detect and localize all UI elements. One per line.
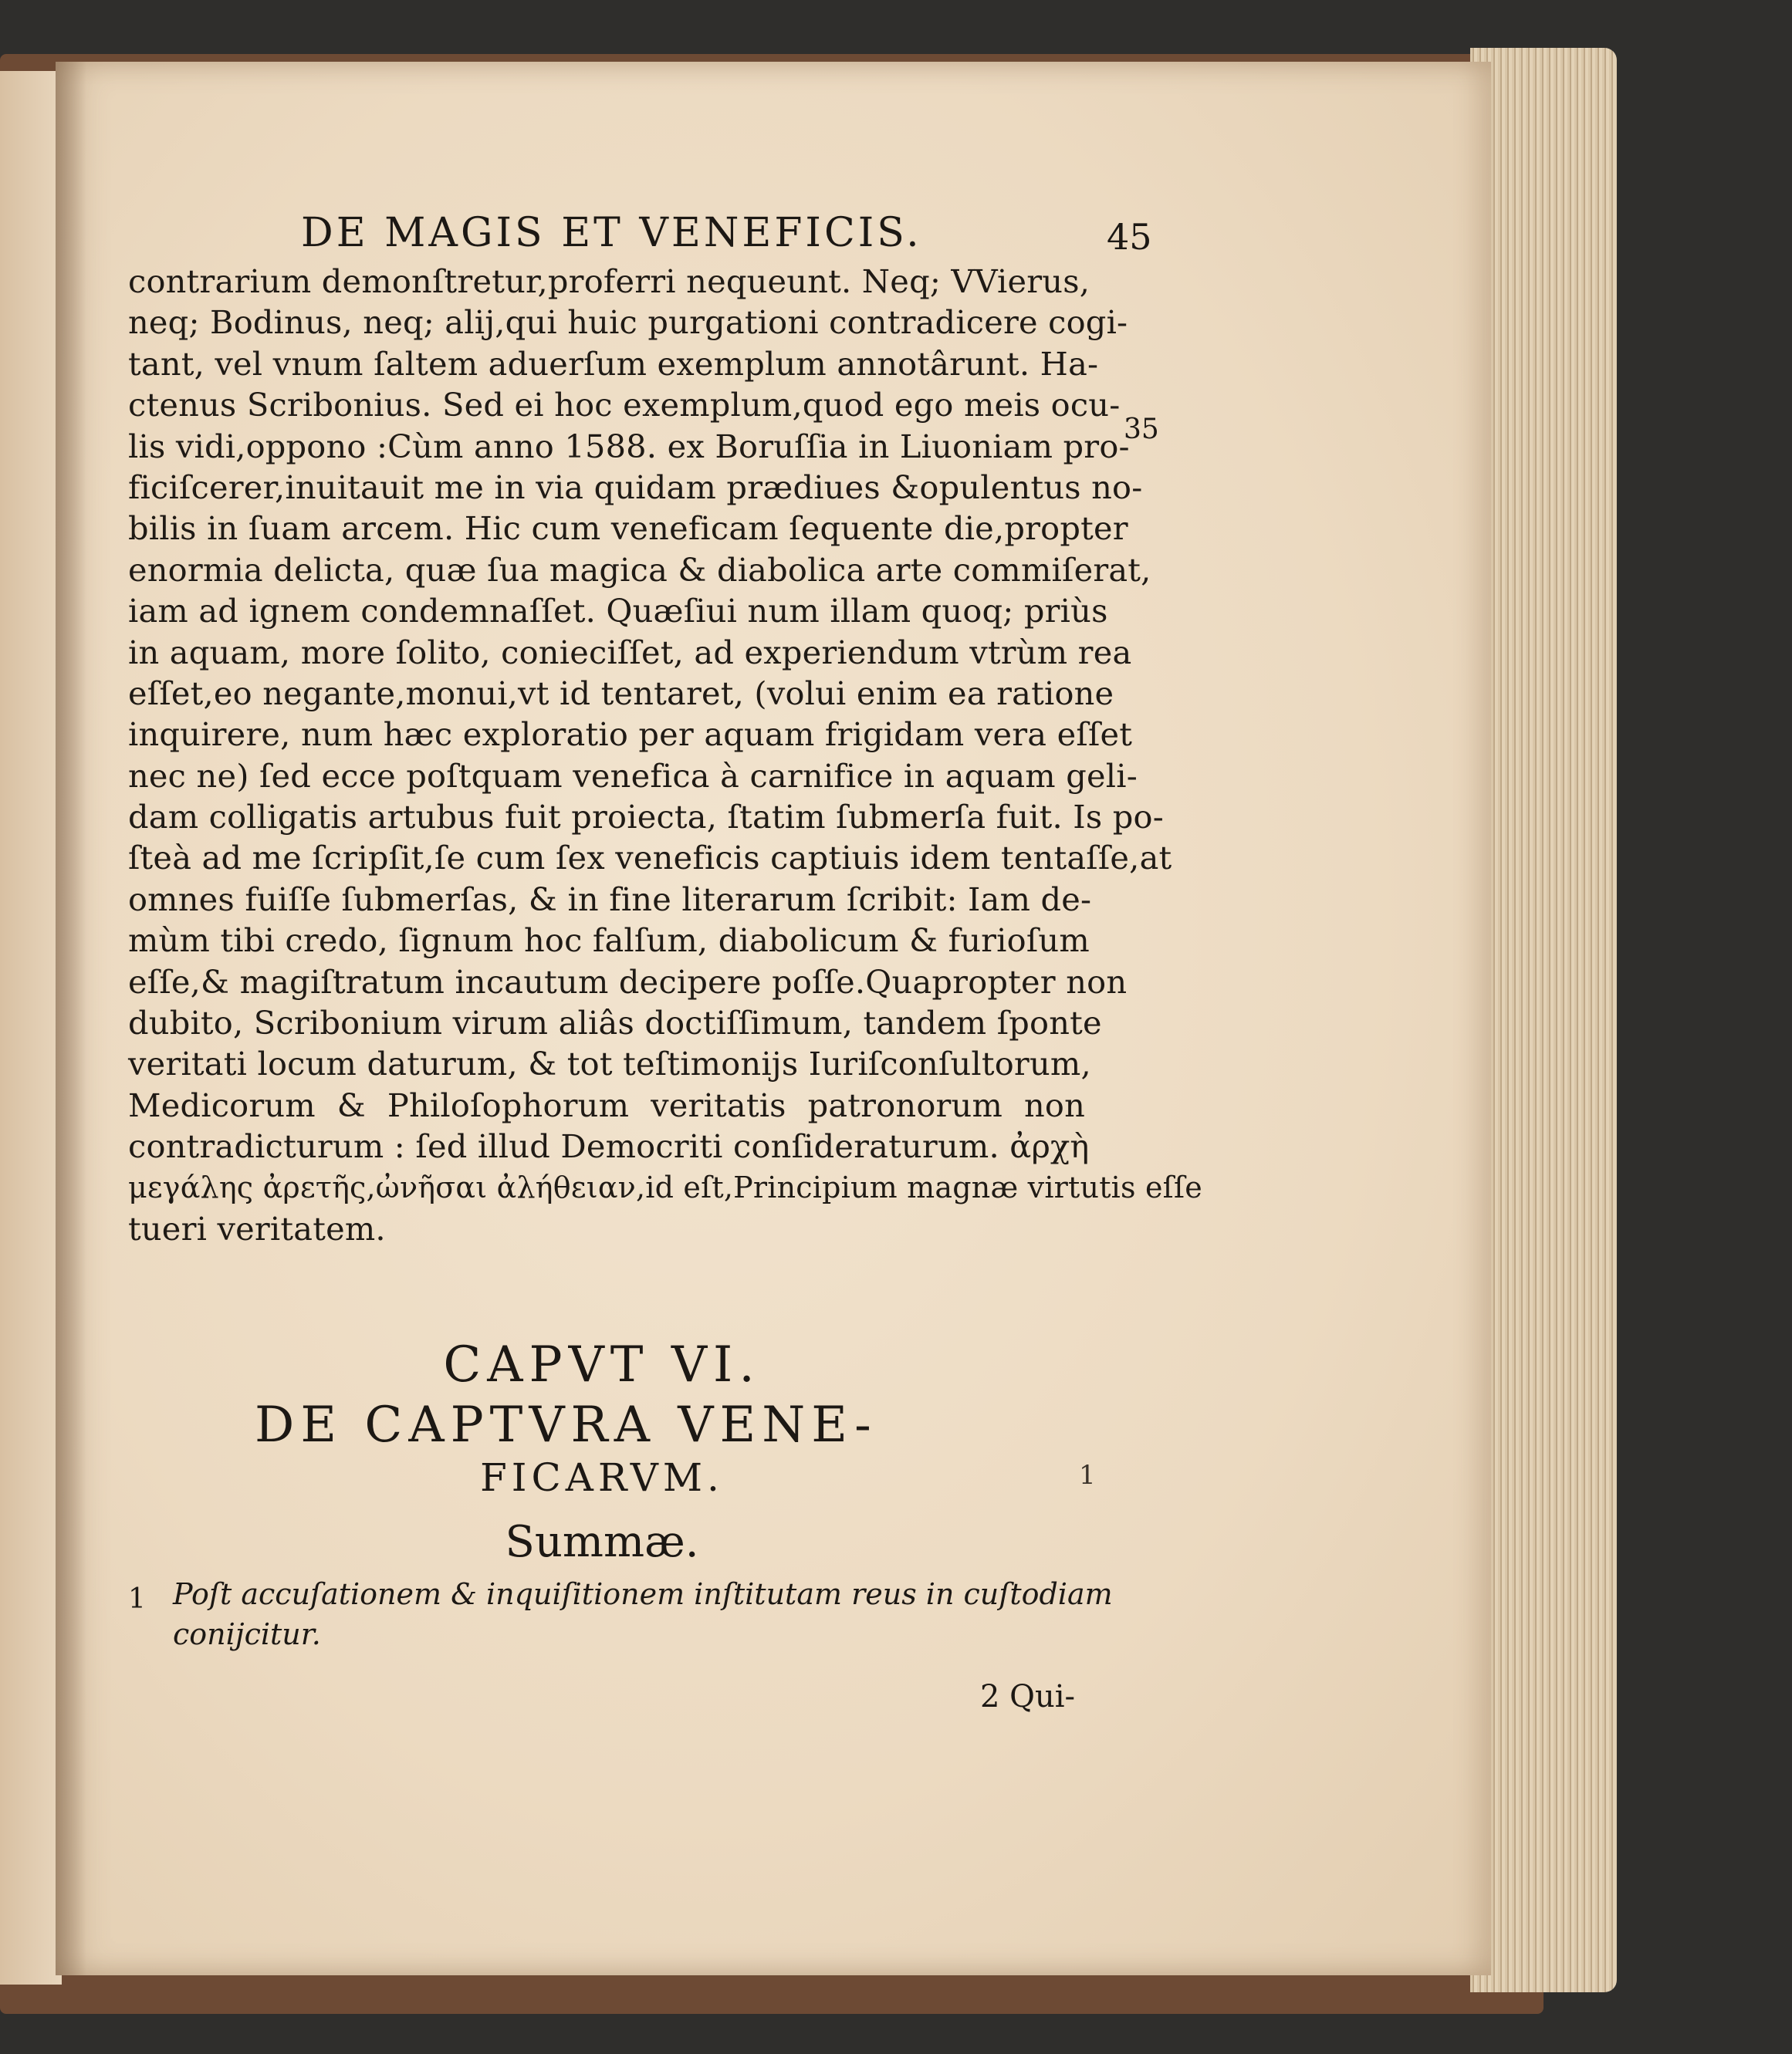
margin-summary-marker: 1 <box>1079 1460 1096 1491</box>
margin-line-marker: 35 <box>1124 414 1159 445</box>
summary-number: 1 <box>128 1583 146 1615</box>
body-line: veritati locum daturum, & tot teſtimonijs Iuriſconſultorum, <box>128 1045 1091 1083</box>
body-line: ficiſcerer,inuitauit me in via quidam prædiues &opulentus no- <box>128 468 1143 506</box>
chapter-subtitle-line1: DE CAPTVRA VENE- <box>255 1397 877 1454</box>
summary-line: conijcitur. <box>173 1617 321 1651</box>
body-line: dubito, Scribonium virum aliâs doctiſſimum, tandem ſponte <box>128 1004 1102 1042</box>
body-line: ctenus Scribonius. Sed ei hoc exemplum,quod ego meis ocu- <box>128 386 1121 424</box>
body-line-greek: μεγάλης ἀρετῆς,ὠνῆσαι ἀλήθειαν,id eſt,Principium magnæ virtutis eſſe <box>128 1170 1202 1204</box>
body-line: eſſet,eo negante,monui,vt id tentaret, (volui enim ea ratione <box>128 674 1114 712</box>
facing-page-edge <box>0 71 62 1985</box>
body-line: contradicturum : ſed illud Democriti conſideraturum. ἀρχὴ <box>128 1127 1090 1166</box>
body-line: nec ne) ſed ecce poſtquam venefica à carnifice in aquam geli- <box>128 756 1138 795</box>
body-line: Medicorum & Philoſophorum veritatis patronorum non <box>128 1086 1085 1124</box>
page-number: 45 <box>1107 216 1152 258</box>
body-line: tant, vel vnum ſaltem aduerſum exemplum annotârunt. Ha- <box>128 344 1099 383</box>
body-line: mùm tibi credo, ſignum hoc falſum, diabolicum & furioſum <box>128 921 1090 960</box>
body-line: lis vidi,oppono :Cùm anno 1588. ex Boruſſia in Liuoniam pro- <box>128 427 1130 465</box>
body-line: omnes fuiſſe ſubmerſas, & in fine literarum ſcribit: Iam de- <box>128 880 1092 918</box>
chapter-subtitle-line2: FICARVM. <box>480 1455 724 1500</box>
summary-text <box>173 1574 1113 1654</box>
body-line: dam colligatis artubus fuit proiecta, ſtatim ſubmerſa fuit. Is po- <box>128 798 1164 836</box>
body-line: inquirere, num hæc exploratio per aquam frigidam vera eſſet <box>128 715 1133 754</box>
body-line: contrarium demonſtretur,proferri nequeunt. Neq; VVierus, <box>128 262 1090 300</box>
chapter-title: CAPVT VI. <box>443 1336 761 1394</box>
body-line: tueri veritatem. <box>128 1209 386 1248</box>
running-title: DE MAGIS ET VENEFICIS. <box>301 210 922 256</box>
body-line: ſteà ad me ſcripſit,ſe cum ſex veneficis captiuis idem tentaſſe,at <box>128 839 1172 877</box>
summary-line: Poſt accuſationem & inquiſitionem inſtitutam reus in cuſtodiam <box>173 1577 1113 1611</box>
body-line: eſſe,& magiſtratum incautum decipere poſſe.Quapropter non <box>128 962 1128 1001</box>
summae-heading: Summæ. <box>505 1517 699 1567</box>
gutter-shadow <box>56 62 86 1975</box>
catchword: 2 Qui- <box>980 1679 1076 1714</box>
body-line: bilis in ſuam arcem. Hic cum veneficam ſequente die,propter <box>128 509 1128 548</box>
body-line: iam ad ignem condemnaſſet. Quæſiui num illam quoq; priùs <box>128 592 1108 630</box>
body-line: enormia delicta, quæ ſua magica & diabolica arte commiſerat, <box>128 550 1151 589</box>
body-line: in aquam, more ſolito, conieciſſet, ad experiendum vtrùm rea <box>128 633 1132 671</box>
page-block-edge <box>1470 48 1617 1992</box>
body-line: neq; Bodinus, neq; alij,qui huic purgationi contradicere cogi- <box>128 303 1128 342</box>
